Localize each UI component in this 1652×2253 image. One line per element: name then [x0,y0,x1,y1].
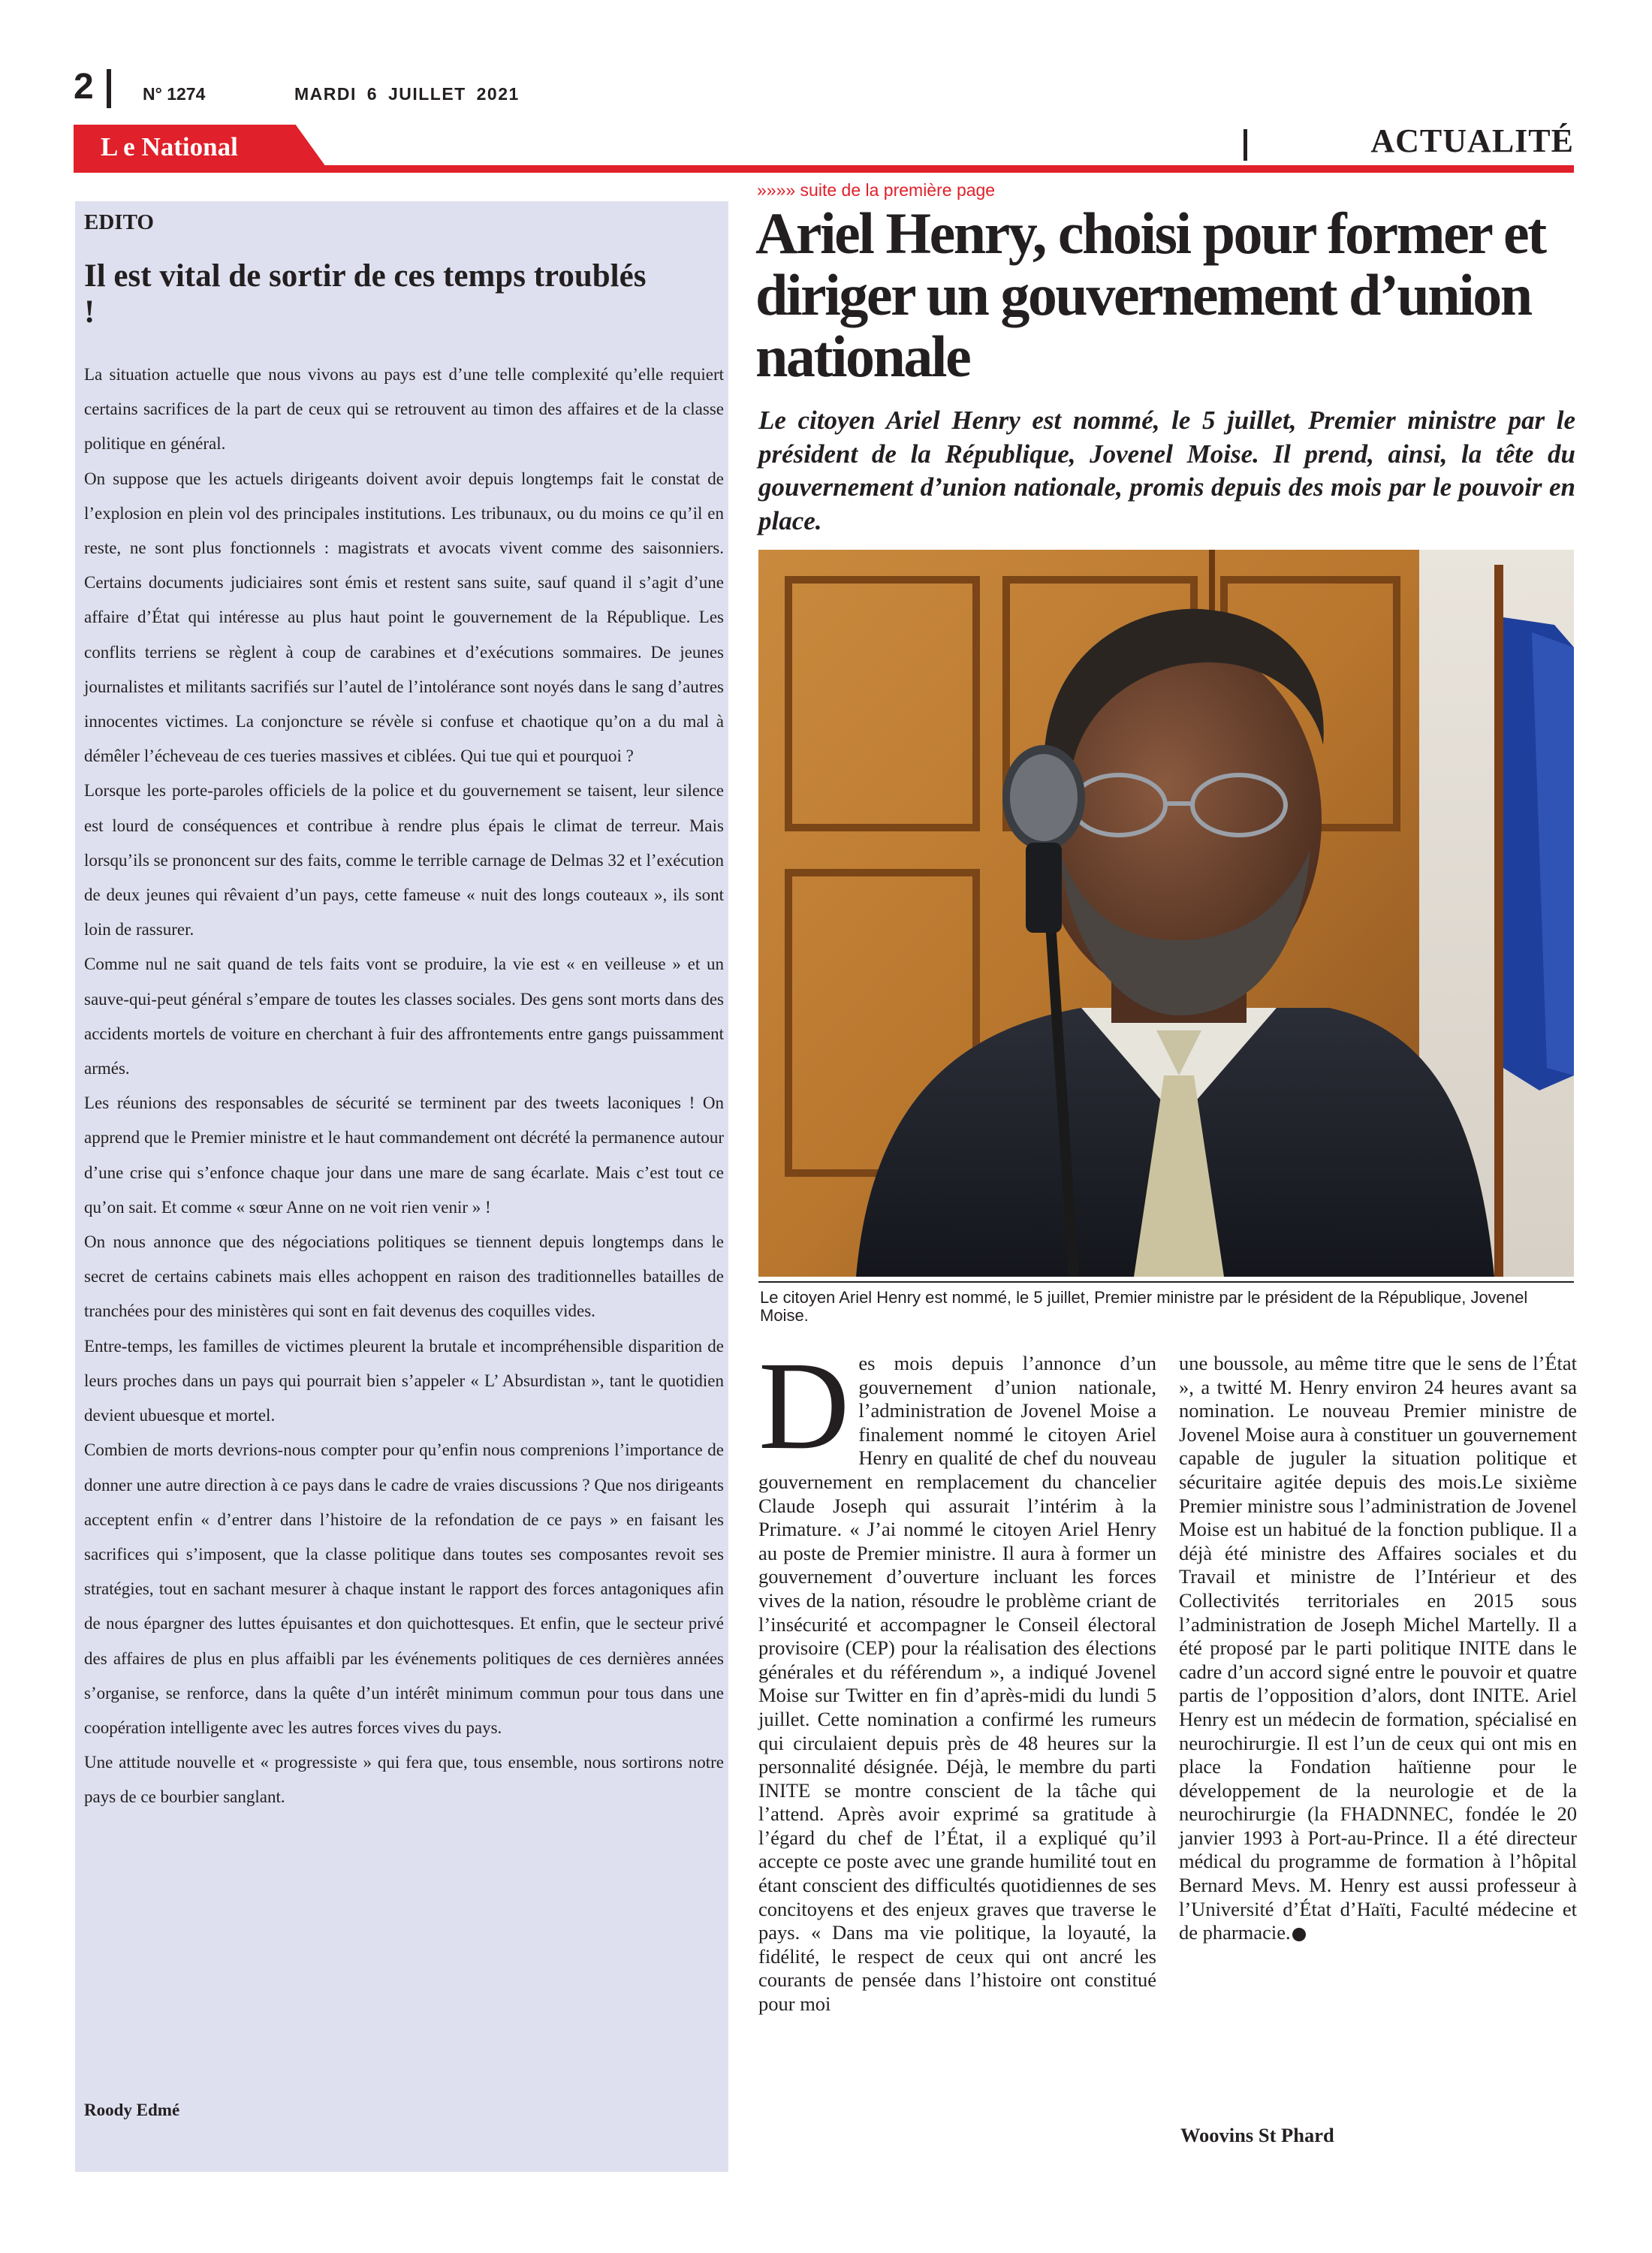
issue-number: N° 1274 [143,84,206,104]
photo-rule [758,1281,1574,1283]
article-text-col1: es mois depuis l’annonce d’un gouvernement d’union nationale, l’administration de Jovenel Moise a finalement nommé le citoyen Ariel Henry en qualité de chef du nouveau gouvernement en remplacement du chancelier Claude Joseph qui assurait l’intérim à la Primature. « J’ai nommé le citoyen Ariel Henry au poste de Premier ministre. Il aura à former un gouvernement d’ouverture incluant les forces vives de la nation, résoudre le problème criant de l’insécurité et accompagner le Conseil électoral provisoire (CEP) pour la réalisation des élections générales et du référendum », a indiqué Jovenel Moise sur Twitter en fin d’après-midi du lundi 5 juillet. Cette nomination a confirmé les rumeurs qui circulaient depuis près de 48 heures sur la personnalité désignée. Déjà, le membre du parti INITE se montre conscient de la tâche qui l’attend. Après avoir exprimé sa gratitude à l’égard du chef de l’État, il a expliqué qu’il accepte ce poste avec une grande humilité tout en étant conscient des difficultés quotidiennes de ses concitoyens et des enjeux graves que traverse le pays. « Dans ma vie politique, la loyauté, la fidélité, le respect de ceux qui ont ancré les courants de pensée dans l’histoire ont constitué pour moi [758,1352,1156,2016]
continuation-kicker: »»»» suite de la première page [757,180,996,200]
section-label: ACTUALITÉ [1370,122,1574,159]
article-lead: Le citoyen Ariel Henry est nommé, le 5 juillet, Premier ministre par le président de la République, Jovenel Moise. Il prend, ainsi, la tête du gouvernement d’union nationale, promis depuis des mois par le pouvoir en place. [758,406,1575,535]
article-column-2 [1179,1352,1577,1945]
edito-label: EDITO [84,210,154,234]
edito-paragraph: Entre-temps, les familles de victimes pleurent la brutale et incompréhensible disparition de leurs proches dans un pays qui pourrait bien s’appeler « L’ Absurdistan », tant le quotidien devient ubuesque et mortel. [84,1336,724,1425]
drop-cap: D [758,1336,850,1476]
edito-paragraph: Une attitude nouvelle et « progressiste » qui fera que, tous ensemble, nous sortirons notre pays de ce bourbier sanglant. [84,1753,724,1807]
article-text-col2: une boussole, au même titre que le sens de l’État », a twitté M. Henry environ 24 heures avant sa nomination. Le nouveau Premier ministre de Jovenel Moise aura à constituer un gouvernement capable de juguler la situation politique et sécuritaire agitée depuis des mois.Le sixième Premier ministre sous l’administration de Jovenel Moise est un habitué de la fonction publique. Il a déjà été ministre des Affaires sociales et du Travail et ministre de l’Intérieur et des Collectivités territoriales en 2015 sous l’administration de Joseph Michel Martelly. Il a été proposé par le parti politique INITE dans le cadre d’un accord signé entre le pouvoir et quatre partis de l’opposition d’alors, dont INITE. Ariel Henry est un médecin de formation, spécialisé en neurochirurgie. Il est l’un de ceux qui ont mis en place la Fondation haïtienne pour le développement de la neurologie et de la neurochirurgie (la FHADNNEC, fondée le 20 janvier 1993 à Port-au-Prince. Il a été directeur médical du programme de formation à l’hôpital Bernard Mevs. M. Henry est aussi professeur à l’Université d’État d’Haïti, Faculté médecine et de pharmacie. [1179,1352,1577,1944]
edito-body [84,357,724,1815]
page-number: 2 [74,67,94,107]
edito-paragraph: Les réunions des responsables de sécurité se terminent par des tweets laconiques ! On apprend que le Premier ministre et le haut commandement ont décrété la permanence autour d’une crise qui s’enfonce chaque jour dans une mare de sang écarlate. Mais c’est tout ce qu’on sait. Et comme « sœur Anne on ne voit rien venir » ! [84,1093,724,1217]
photo-caption: Le citoyen Ariel Henry est nommé, le 5 juillet, Premier ministre par le président de la République, Jovenel Moise. [760,1288,1528,1325]
edito-paragraph: Combien de morts devrions-nous compter pour qu’enfin nous comprenions l’importance de donner une autre direction à ce pays dans le cadre de vraies discussions ? Que nos dirigeants acceptent enfin « d’entrer dans l’histoire de la refondation de ce pays » en faisant les sacrifices qui s’imposent, que la classe politique dans toutes ses composantes revoit ses stratégies, tout en sachant mesurer à chaque instant le rapport des forces antagoniques afin de nous épargner des luttes épuisantes et don quichottesques. Et enfin, que le secteur privé des affaires de plus en plus affaibli par les événements politiques de ces dernières années s’organise, se renforce, dans la quête d’un intérêt minimum commun pour tous dans une coopération intelligente avec les autres forces vives du pays. [84,1440,724,1737]
article-author: Woovins St Phard [1180,2124,1334,2146]
section-divider [1244,129,1247,161]
edito-paragraph: On nous annonce que des négociations politiques se tiennent depuis longtemps dans le secret de certains cabinets mais elles achoppent en raison des traditionnelles batailles de tranchées pour des ministères qui sont en fait devenus des coquilles vides. [84,1232,724,1321]
newspaper-logo: L e National [101,132,238,161]
article-headline: Ariel Henry, choisi pour former et diriger un gouvernement d’union nationale [755,201,1545,389]
edito-author: Roody Edmé [84,2101,180,2119]
edito-paragraph: La situation actuelle que nous vivons au pays est d’une telle complexité qu’elle requiert certains sacrifices de la part de ceux qui se retrouvent au timon des affaires et de la classe politique en général. [84,365,724,454]
end-mark-icon [1292,1928,1306,1941]
edito-paragraph: Lorsque les porte-paroles officiels de la police et du gouvernement se taisent, leur silence est lourd de conséquences et contribue à rendre plus épais le climat de terreur. Mais lorsqu’ils se prononcent sur des faits, comme le terrible carnage de Delmas 32 et l’exécution de deux jeunes qui rêvaient d’un pays, cette fameuse « nuit des longs couteaux », ils sont loin de rassurer. [84,781,724,940]
edito-paragraph: Comme nul ne sait quand de tels faits vont se produire, la vie est « en veilleuse » et un sauve-qui-peut général s’empare de toutes les classes sociales. Des gens sont morts dans des accidents mortels de voiture en cherchant à fuir des affrontements entre gangs puissamment armés. [84,955,724,1078]
edito-title: Il est vital de sortir de ces temps troublés ! [84,258,647,330]
issue-date: MARDI 6 JUILLET 2021 [294,84,520,104]
edito-paragraph: On suppose que les actuels dirigeants doivent avoir depuis longtemps fait le constat de l’explosion en plein vol des principales institutions. Les tribunaux, ou du moins ce qu’il en reste, ne sont plus fonctionnels : magistrats et avocats vivent comme des saisonniers. Certains documents judiciaires sont émis et restent sans suite, sauf quand il s’agit d’une affaire d’État qui intéresse au plus haut point le gouvernement de la République. Les conflits terriens se règlent à coup de carabines et d’exécutions sommaires. De jeunes journalistes et militants sacrifiés sur l’autel de l’intolérance sont noyés dans le sang d’autres innocentes victimes. La conjoncture se révèle si confuse et chaotique qu’on a du mal à démêler l’écheveau de ces tueries massives et ciblées. Qui tue qui et pourquoi ? [84,469,724,766]
article-photo [758,550,1574,1277]
article-column-1 [758,1336,1156,2016]
page-number-divider [107,69,111,108]
